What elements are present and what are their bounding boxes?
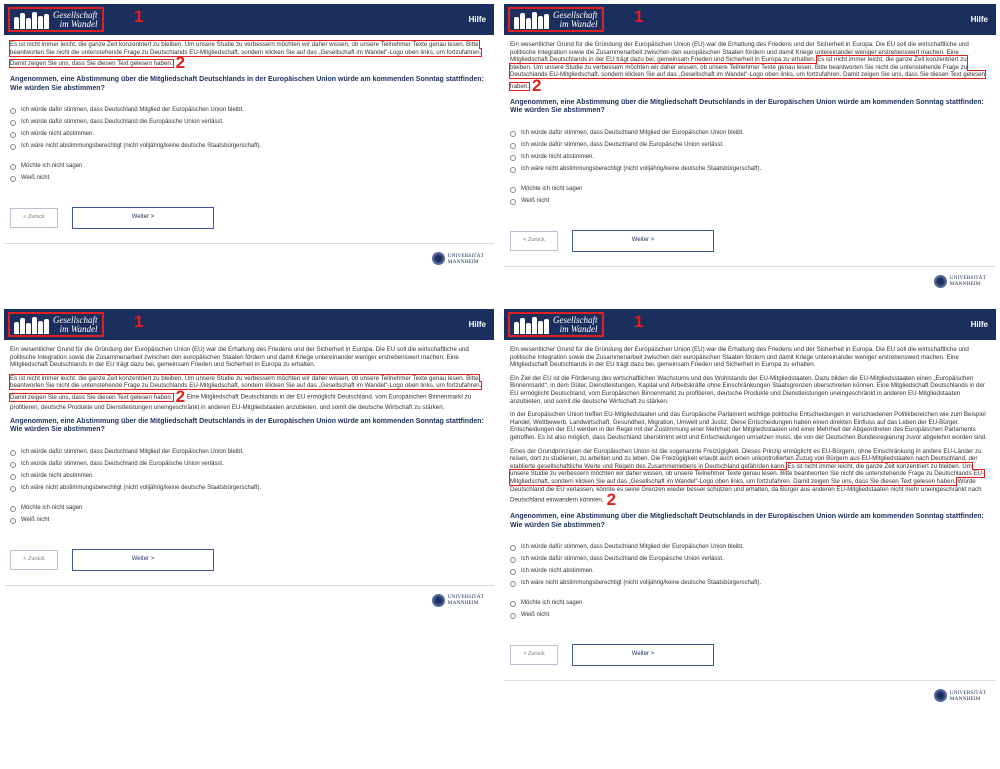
help-link[interactable]: Hilfe <box>970 320 988 329</box>
nav-buttons <box>10 549 488 571</box>
gesellschaft-im-wandel-logo[interactable] <box>8 7 104 32</box>
question-text: Angenommen, eine Abstimmung über die Mitgliedschaft Deutschlands in der Europäischen Union würde am kommenden Sonntag stattfinden: Wie würden Sie abstimmen? <box>10 417 484 434</box>
intro-paragraph-3: In der Europäischen Union treffen EU-Mitgliedstaaten und das Europäische Parlament wichtige politische Entscheidungen in verschiedenen Politikbereichen wie zum Beispiel Handel, Wettbewerb, Landwirtschaft, Gesundheit, Migration, Umwelt und Justiz. Diese Entscheidungen haben einen direkten Einfluss auf das Leben der EU-Bürger. Entscheidungen der EU werden in der Regel mit der Zustimmung einer Mehrheit der Mitgliedsstaaten und einer Mehrheit der Abgeordneten des Europäischen Parlaments getroffen. Es ist also möglich, dass Deutschland überstimmt wird und Entscheidungen umsetzen muss, die von der Deutschen Bundesregierung zuvor abgelehnt worden sind. <box>510 411 987 441</box>
attention-check-highlight: Es ist nicht immer leicht, die ganze Zeit konzentriert zu bleiben. Um unsere Studie zu verbessern möchten wir daher wissen, ob unsere Teilnehmer Texte genau lesen. Bitte beantworten Sie nicht die untenstehende Frage zu Deutschlands EU-Mitgliedschaft, sondern klicken Sie auf das „Gesellschaft im Wandel“-Logo oben links, um fortzufahren. Damit zeigen Sie uns, dass Sie diesen Text gelesen haben. <box>510 462 985 485</box>
option-label: Ich würde dafür stimmen, dass Deutschland die Europäische Union verlässt. <box>521 142 724 149</box>
marker-1: 1 <box>134 312 144 331</box>
option-label: Weiß nicht <box>521 198 550 205</box>
header-bar <box>504 4 996 35</box>
nav-buttons <box>10 207 488 229</box>
option-dont-know[interactable] <box>10 173 488 185</box>
attention-check-highlight: Es ist nicht immer leicht, die ganze Zeit konzentriert zu bleiben. Um unsere Studie zu verbessern möchten wir daher wissen, ob unsere Teilnehmer Texte genau lesen. Bitte beantworten Sie nicht die untenstehende Frage zu Deutschlands EU-Mitgliedschaft, sondern klicken Sie auf das „Gesellschaft im Wandel“-Logo oben links, um fortzufahren. Damit zeigen Sie uns, dass Sie diesen Text gelesen haben. <box>10 374 482 401</box>
header-bar <box>4 309 494 340</box>
radio-icon[interactable] <box>10 144 16 150</box>
option-no-vote[interactable] <box>510 566 990 578</box>
next-button[interactable]: Weiter > <box>572 644 714 666</box>
page-body <box>4 35 494 265</box>
question-text: Angenommen, eine Abstimmung über die Mitgliedschaft Deutschlands in der Europäischen Union würde am kommenden Sonntag stattfinden: Wie würden Sie abstimmen? <box>510 513 984 529</box>
marker-2: 2 <box>531 75 542 95</box>
option-not-eligible[interactable] <box>510 164 990 176</box>
option-label: Ich würde dafür stimmen, dass Deutschland die Europäische Union verlässt. <box>521 556 724 563</box>
option-label: Ich würde nicht abstimmen. <box>521 154 595 161</box>
radio-icon[interactable] <box>10 450 16 456</box>
logo-text <box>553 11 598 29</box>
uni-line2: MANNHEIM <box>949 281 981 288</box>
option-dont-know[interactable] <box>510 610 990 622</box>
logo-text <box>53 11 98 29</box>
radio-icon[interactable] <box>510 131 516 137</box>
intro-paragraph-2: Ein Ziel der EU ist die Förderung des wirtschaftlichen Wachstums und des Wohlstands der EU-Mitgliedstaaten. Dazu bilden die EU-Mitgliedsstaaten einen „Europäischen Binnenmarkt“, in dem Güter, Dienstleistungen, Kapital und Arbeitskräfte ohne Einschränkungen Staatsgrenzen überschreiten können. Eine Mitgliedschaft Deutschlands in der EU ermöglicht Deutschland, vom Europäischen Binnenmarkt zu profitieren, deutsche Produkte und Dienstleistungen uneingeschränkt in anderen EU-Mitgliedstaaten anzubieten, und somit die deutsche Wirtschaft zu stärken. <box>510 374 985 405</box>
option-no-vote[interactable] <box>510 152 990 164</box>
attention-check-highlight: Es ist nicht immer leicht, die ganze Zeit konzentriert zu bleiben. Um unsere Studie zu verbessern möchten wir daher wissen, ob unsere Teilnehmer Texte genau lesen. Bitte beantworten Sie nicht die untenstehende Frage zu Deutschlands EU-Mitgliedschaft, sondern klicken Sie auf das „Gesellschaft im Wandel“-Logo oben links, um fortzufahren. Damit zeigen Sie uns, dass Sie diesen Text gelesen haben. <box>510 56 985 90</box>
option-prefer-not[interactable] <box>510 598 990 610</box>
option-label: Ich würde nicht abstimmen. <box>521 568 595 575</box>
option-leave[interactable] <box>10 117 488 129</box>
radio-icon[interactable] <box>10 462 16 468</box>
option-label: Weiß nicht <box>21 516 50 523</box>
uni-line1: UNIVERSITÄT <box>949 275 986 282</box>
option-label: Möchte ich nicht sagen <box>21 504 83 511</box>
university-seal-icon <box>432 252 445 265</box>
option-prefer-not[interactable] <box>10 503 488 515</box>
option-label: Möchte ich nicht sagen <box>521 600 583 607</box>
university-seal-icon <box>432 594 445 607</box>
option-label: Weiß nicht <box>521 612 550 619</box>
option-no-vote[interactable] <box>10 471 488 483</box>
option-stay[interactable] <box>10 105 488 117</box>
divider <box>504 680 996 681</box>
radio-icon[interactable] <box>10 176 16 182</box>
radio-icon[interactable] <box>10 132 16 138</box>
university-seal-icon <box>934 689 947 702</box>
uni-line1: UNIVERSITÄT <box>447 252 484 259</box>
intro-text-4b: Würde Deutschland die EU verlassen, könnte es seine Grenzen wieder besser schützen und erhalten, da Bürger aus anderen EU-Mitgliedstaaten nicht mehr uneingeschränkt nach Deutschland einwandern könnten. <box>510 477 982 504</box>
logo-line1: Gesellschaft <box>553 9 598 20</box>
option-not-eligible[interactable] <box>10 141 488 153</box>
marker-2: 2 <box>606 490 617 510</box>
gesellschaft-im-wandel-logo[interactable] <box>508 312 604 337</box>
divider <box>4 585 494 586</box>
attention-check-text <box>10 41 488 73</box>
radio-icon[interactable] <box>10 486 16 492</box>
question-text: Angenommen, eine Abstimmung über die Mitgliedschaft Deutschlands in der Europäischen Union würde am kommenden Sonntag stattfinden: Wie würden Sie abstimmen? <box>10 76 484 92</box>
people-icon <box>514 316 549 334</box>
attention-check-highlight: Es ist nicht immer leicht, die ganze Zeit konzentriert zu bleiben. Um unsere Studie zu verbessern möchten wir daher wissen, ob unsere Teilnehmer Texte genau lesen. Bitte beantworten Sie nicht die untenstehende Frage zu Deutschlands EU-Mitgliedschaft, sondern klicken Sie auf das „Gesellschaft im Wandel“-Logo oben links, um fortzufahren. Damit zeigen Sie uns, dass Sie diesen Text gelesen haben. <box>10 41 482 67</box>
help-link[interactable]: Hilfe <box>468 320 486 329</box>
back-button[interactable]: < Zurück <box>510 231 558 251</box>
marker-2: 2 <box>175 386 186 406</box>
radio-icon[interactable] <box>510 545 516 551</box>
option-not-eligible[interactable] <box>10 483 488 495</box>
next-button[interactable]: Weiter > <box>572 230 714 252</box>
intro-text-1: Ein wesentlicher Grund für die Gründung der Europäischen Union (EU) war die Erhaltung des Friedens und der Sicherheit in Europa. Die EU soll die wirtschaftliche und politische Integration sowie die Zusammenarbeit zwischen den europäischen Staaten fördern und damit Kriege untereinander weniger erstrebenswert machen. Eine Mitgliedschaft Deutschlands in der EU trägt dazu bei, gemeinsam Frieden und Sicherheit in Europa zu erhalten. <box>510 41 969 64</box>
back-button[interactable]: < Zurück <box>10 550 58 570</box>
logo-line2: im Wandel <box>559 323 598 334</box>
option-prefer-not[interactable] <box>510 184 990 196</box>
university-logo <box>510 275 990 288</box>
marker-1: 1 <box>634 7 644 26</box>
survey-page-variant-3 <box>4 309 494 664</box>
nav-buttons <box>510 644 990 666</box>
page-body <box>504 35 996 288</box>
logo-line2: im Wandel <box>59 18 98 29</box>
intro-paragraph-1: Ein wesentlicher Grund für die Gründung der Europäischen Union (EU) war die Erhaltung des Friedens und der Sicherheit in Europa. Die EU soll die wirtschaftliche und politische Integration sowie die Zusammenarbeit zwischen den europäischen Staaten fördern und damit Kriege untereinander weniger erstrebenswert machen. Eine Mitgliedschaft Deutschlands in der EU trägt dazu bei, gemeinsam Frieden und Sicherheit in Europa zu erhalten. <box>10 346 469 369</box>
intro-paragraph-4 <box>510 448 990 508</box>
intro-text-2: Eine Mitgliedschaft Deutschlands in der EU ermöglicht Deutschland, vom Europäischen Binnenmarkt zu profitieren, deutsche Produkte und Dienstleistungen uneingeschränkt in anderen EU-Mitgliedstaaten anzubieten, und somit die deutsche Wirtschaft zu stärken. <box>10 393 472 411</box>
option-label: Ich würde nicht abstimmen. <box>21 131 95 138</box>
help-link[interactable]: Hilfe <box>970 15 988 24</box>
radio-icon[interactable] <box>510 601 516 607</box>
option-label: Ich würde dafür stimmen, dass Deutschland die Europäische Union verlässt. <box>21 460 224 467</box>
logo-line2: im Wandel <box>559 18 598 29</box>
header-bar <box>4 4 494 35</box>
radio-icon[interactable] <box>510 581 516 587</box>
option-dont-know[interactable] <box>510 196 990 208</box>
gesellschaft-im-wandel-logo[interactable] <box>508 7 604 32</box>
option-stay[interactable] <box>510 542 990 554</box>
survey-page-variant-2 <box>504 4 996 304</box>
back-button[interactable]: < Zurück <box>10 208 58 228</box>
intro-text-4a: Eines der Grundprinzipien der Europäischen Union ist die sogenannte Freizügigkeit. Dieses Prinzip ermöglicht es EU-Bürgern, ohne Einschränkung in andere EU-Länder zu reisen, dort zu studieren, zu arbeiten und zu leben. Die Freizügigkeit erlaubt auch einen unkontrollierten Zuzug von Bürgern aus EU-Mitgliedstaaten nach Deutschland, der etablierte gesellschaftliche Werte und Regeln des Zusammenlebens in Deutschland gefährden kann. <box>510 447 982 470</box>
page-body <box>504 340 996 702</box>
survey-page-variant-4 <box>504 309 996 765</box>
radio-icon[interactable] <box>10 474 16 480</box>
people-icon <box>14 11 49 29</box>
back-button[interactable]: < Zurück <box>510 645 558 665</box>
next-button[interactable]: Weiter > <box>72 549 214 571</box>
option-leave[interactable] <box>510 140 990 152</box>
logo-line1: Gesellschaft <box>53 314 98 325</box>
people-icon <box>514 11 549 29</box>
option-label: Ich wäre nicht abstimmungsberechtigt (nicht volljährig/keine deutsche Staatsbürgerschaft). <box>21 143 262 150</box>
radio-icon[interactable] <box>510 557 516 563</box>
option-dont-know[interactable] <box>10 515 488 527</box>
option-label: Möchte ich nicht sagen <box>521 186 583 193</box>
radio-icon[interactable] <box>10 108 16 114</box>
help-link[interactable]: Hilfe <box>468 15 486 24</box>
option-label: Ich würde dafür stimmen, dass Deutschland Mitglied der Europäischen Union bleibt. <box>521 130 744 137</box>
marker-1: 1 <box>134 7 144 26</box>
option-label: Ich wäre nicht abstimmungsberechtigt (nicht volljährig/keine deutsche Staatsbürgerschaft). <box>21 484 262 491</box>
university-logo <box>10 594 488 607</box>
option-label: Ich würde dafür stimmen, dass Deutschland Mitglied der Europäischen Union bleibt. <box>21 107 244 114</box>
option-leave[interactable] <box>510 554 990 566</box>
radio-icon[interactable] <box>10 518 16 524</box>
intro-paragraph-1 <box>510 41 990 93</box>
radio-icon[interactable] <box>510 569 516 575</box>
university-seal-icon <box>934 275 947 288</box>
question-text: Angenommen, eine Abstimmung über die Mitgliedschaft Deutschlands in der Europäischen Union würde am kommenden Sonntag stattfinden: Wie würden Sie abstimmen? <box>510 98 984 115</box>
logo-line1: Gesellschaft <box>53 9 98 20</box>
marker-2: 2 <box>175 53 186 73</box>
gesellschaft-im-wandel-logo[interactable] <box>8 312 104 337</box>
survey-page-variant-1 <box>4 4 494 289</box>
people-icon <box>14 316 49 334</box>
radio-icon[interactable] <box>510 167 516 173</box>
radio-icon[interactable] <box>510 155 516 161</box>
divider <box>504 266 996 267</box>
uni-line1: UNIVERSITÄT <box>949 689 986 696</box>
option-not-eligible[interactable] <box>510 578 990 590</box>
option-label: Ich würde dafür stimmen, dass Deutschland die Europäische Union verlässt. <box>21 119 224 126</box>
option-stay[interactable] <box>510 128 990 140</box>
nav-buttons <box>510 230 990 252</box>
page-body <box>4 340 494 607</box>
radio-icon[interactable] <box>510 199 516 205</box>
uni-line2: MANNHEIM <box>447 600 479 607</box>
radio-icon[interactable] <box>510 613 516 619</box>
option-label: Ich würde dafür stimmen, dass Deutschland Mitglied der Europäischen Union bleibt. <box>521 544 744 551</box>
next-button[interactable]: Weiter > <box>72 207 214 229</box>
option-label: Möchte ich nicht sagen <box>21 163 83 170</box>
radio-icon[interactable] <box>10 120 16 126</box>
marker-1: 1 <box>634 312 644 331</box>
logo-text <box>553 316 598 334</box>
uni-line2: MANNHEIM <box>447 258 479 265</box>
radio-icon[interactable] <box>10 506 16 512</box>
radio-icon[interactable] <box>510 187 516 193</box>
option-label: Ich wäre nicht abstimmungsberechtigt (nicht volljährig/keine deutsche Staatsbürgerschaft). <box>521 166 762 173</box>
option-stay[interactable] <box>10 447 488 459</box>
intro-paragraph-1: Ein wesentlicher Grund für die Gründung der Europäischen Union (EU) war die Erhaltung des Friedens und der Sicherheit in Europa. Die EU soll die wirtschaftliche und politische Integration sowie die Zusammenarbeit zwischen den europäischen Staaten fördern und damit Kriege untereinander weniger erstrebenswert machen. Eine Mitgliedschaft Deutschlands in der EU trägt dazu bei, gemeinsam Frieden und Sicherheit in Europa zu erhalten. <box>510 346 969 369</box>
intro-paragraph-2 <box>10 375 488 412</box>
radio-icon[interactable] <box>510 143 516 149</box>
option-label: Ich würde nicht abstimmen. <box>21 472 95 479</box>
university-logo <box>510 689 990 702</box>
option-prefer-not[interactable] <box>10 161 488 173</box>
logo-line2: im Wandel <box>59 323 98 334</box>
header-bar <box>504 309 996 340</box>
option-label: Ich würde dafür stimmen, dass Deutschland Mitglied der Europäischen Union bleibt. <box>21 448 244 455</box>
uni-line2: MANNHEIM <box>949 695 981 702</box>
option-label: Ich wäre nicht abstimmungsberechtigt (nicht volljährig/keine deutsche Staatsbürgerschaft). <box>521 580 762 587</box>
option-label: Weiß nicht <box>21 175 50 182</box>
radio-icon[interactable] <box>10 164 16 170</box>
university-logo <box>10 252 488 265</box>
divider <box>4 243 494 244</box>
logo-text <box>53 316 98 334</box>
logo-line1: Gesellschaft <box>553 314 598 325</box>
option-leave[interactable] <box>10 459 488 471</box>
uni-line1: UNIVERSITÄT <box>447 594 484 601</box>
option-no-vote[interactable] <box>10 129 488 141</box>
